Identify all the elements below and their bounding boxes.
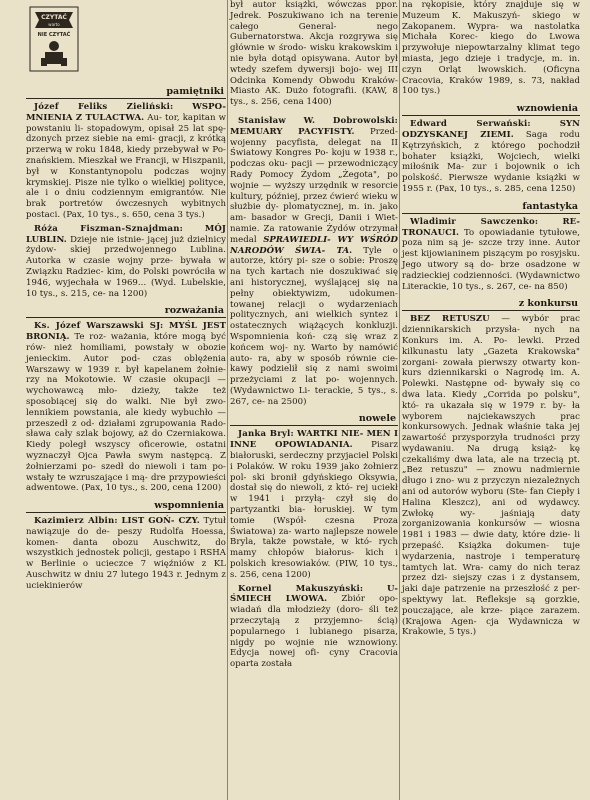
logo-drawing xyxy=(29,6,79,72)
book-entry xyxy=(402,119,580,195)
section-label: pamiętniki xyxy=(26,86,226,99)
entry-title: LIST GOŃ- CZY. xyxy=(121,516,200,527)
entry-author: Józef Feliks Zieliński: xyxy=(34,102,174,112)
czytac-logo-icon xyxy=(29,6,79,72)
entry-body: — wybór prac dziennikarskich przysła- nych na Konkurs im. A. Po- lewki. Przed kilkunastu laty „Gazeta Krakowska" zorgani- zowała pierwszy otwarty kon- kurs dziennikarski o Nagrodę im. A. Polewki. Następne od- bywały się co dwa lata. Kiedy „Corrida po polsku", któ- ra ukazała się w 1979 r. by- ła wyborem najciekawszych prac konkursowych. Jednak właśnie taka jej zawartość przysporzyła trudności przy wydawaniu. Na drugą książ- kę czekaliśmy dwa lata, ale na trzecią pt. „Bez retuszu" — znowu nadmiernie długo i zno- wu z przyczyn niezależnych ani od autorów wyboru (Ste- fan Ciepły i Halina Kleszcz), ani od wydawcy. Zwłokę wy- jaśniają daty zorganizowania konkursów — wiosna 1981 i 1983 — dwie daty, które dzie- li przepaść. Książka dokumen- tuje wydarzenia, nastroje i temperaturę tamtych lat. Wra- camy do nich teraz przez dzi- siejszy czas i z dystansem, jaki daje patrzenie na przeszłość z per- spektywy lat. Refleksje są gorzkie, pouczające, ale krze- piące zarazem. (Krajowa Agen- cja Wydawnicza w Krakowie, 5 tys.) xyxy=(402,314,580,638)
entry-author: Kazimierz Albin: xyxy=(34,516,118,527)
book-entry xyxy=(230,584,398,670)
entry-title: SYN ODZYSKANEJ ZIEMI. xyxy=(402,119,580,140)
book-entry xyxy=(26,224,226,300)
entry-body: Tytuł nawiązuje do de- peszy Rudolfa Hoessa, komen- danta obozu Auschwitz, do wszystkich jednostek policji, gestapo i RSHA w Berlinie o ucieczce 7 więźniów z KL Auschwitz w dniu 27 lutego 1943 r. Jednym z uciekinierów xyxy=(26,516,226,591)
entry-body: Saga rodu Kętrzyńskich, z którego pochodził bohater książki, Wojciech, wielki miłośnik Ma- zur i bojownik o ich polskość. Pierwsze wydanie książki w 1955 r. (Pax, 10 tys., s. 285, cena 1250) xyxy=(402,129,580,194)
entry-author: Edward Serwański: xyxy=(410,119,531,130)
entry-author: Kornel Makuszyński: xyxy=(238,583,364,594)
entry-body: Przed- wojenny pacyfista, delegat na II Światowy Kongres Po- koju w 1938 r., podczas oku- pacji — przewodniczący Rady Pomocy Żydom „Żegota", po wojnie — wyższy urzędnik w resorcie kultury, później, przez ćwierć wieku w służbie dy- plomatycznej, m. in. jako am- basador w Grecji, Danii i Wiet- namie. Za ratowanie Żydów otrzymał medal xyxy=(230,126,398,245)
column-1 xyxy=(26,0,226,595)
entry-title: RE- TRONAUCI. xyxy=(402,216,580,238)
book-entry xyxy=(26,516,226,592)
entry-body: Zbiór opo- wiadań dla młodzieży (doro- śli też przeczytają z przyjemno- ścią) popularnego i lubianego pisarza, nigdy po wojnie nie wznowiony. Edycja nowej ofi- cyny Cracovia oparta została xyxy=(230,594,398,670)
section-label: wznowienia xyxy=(402,103,580,116)
column-3 xyxy=(402,0,580,641)
section-label: rozważania xyxy=(26,305,226,318)
logo-box xyxy=(26,0,226,80)
entry-continuation: był autor książki, wówczas ppor. Jedrek. Poszukiwano ich na terenie całego General- nego Gubernatorstwa. Akcja rozgrywa się głównie w środo- wisku krakowskim i nie była dotąd opisywana. Autor był wtedy szefem dywersji bojo- wej III Odcinka Komendy Obwodu Kraków-Miasto AK. Dużo fotografii. (KAW, 8 tys., s. 256, cena 1400) xyxy=(230,0,398,108)
entry-title: MÓJ LUBLIN. xyxy=(26,223,226,245)
section-label: fantastyka xyxy=(402,201,580,214)
entry-body: Au- tor, kapitan w powstaniu li- stopadowym, opisał 25 lat spę- dzonych przez siebie na emi- gracji, z krótką przerwą w roku 1848, kiedy przebywał w Po- znańskiem. Mieszkał we Francji, w Hiszpanii, był w Konstantynopolu podczas wojny krymskiej. Pisze nie tylko o wielkiej polityce, ale i o dniu codziennym emigrantów. Nie brak portretów ówczesnych wybitnych postaci. (Pax, 10 tys., s. 650, cena 3 tys.) xyxy=(26,112,226,220)
logo-line1: CZYTAĆ xyxy=(41,14,67,21)
entry-body: Dzieje nie istnie- jącej już dzielnicy żydow- skiej przedwojennego Lublina. Autorka w czasie wojny prze- bywała w Związku Radziec- kim, do Polski powróciła w 1946, wyjechała w 1969... (Wyd. Lubelskie, 10 tys., s. 215, ce- na 1200) xyxy=(26,234,226,299)
entry-continuation: na rękopisie, który znajduje się w Muzeum K. Makuszyń- skiego w Zakopanem. Wypra- wa nastolatka Michała Korec- kiego do Lwowa przywołuje niepowtarzalny klimat tego miasta, jego dzieje i tradycje, m. in. czyn Orląt lwowskich. (Oficyna Cracovia, Kraków 1989, s. 73, nakład 100 tys.) xyxy=(402,0,580,97)
book-entry xyxy=(26,321,226,494)
section-label: nowele xyxy=(230,413,398,426)
entry-title: MYŚL JEST BRONIĄ. xyxy=(26,321,226,343)
entry-author: Róża Fiszman-Sznajdman: xyxy=(34,223,183,234)
book-entry xyxy=(230,116,398,408)
book-entry xyxy=(230,429,398,580)
logo-line3: NIE CZYTAĆ xyxy=(37,32,71,38)
column-divider xyxy=(399,0,400,800)
entry-emphasis: SPRAWIEDLI- WY WŚRÓD NARODÓW ŚWIA- TA. xyxy=(230,234,398,256)
column-2 xyxy=(230,0,398,673)
section-label: z konkursu xyxy=(402,298,580,311)
entry-author: Wladimir Sawczenko: xyxy=(410,216,539,227)
entry-author: Ks. Józef Warszawski SJ: xyxy=(34,321,164,332)
logo-line2: warto xyxy=(48,22,60,27)
book-entry xyxy=(402,217,580,293)
column-divider xyxy=(227,0,228,800)
entry-title: MEMUARY PACYFISTY. xyxy=(230,126,355,137)
entry-title: U- ŚMIECH LWOWA. xyxy=(230,583,398,605)
entry-author: Stanisław W. Dobrowolski: xyxy=(238,115,398,126)
entry-body: To opowiadanie tytułowe, poza nim są je- szcze trzy inne. Autor jest kijowianinem piszącym po rosyjsku. Jego utwory są do- brze osadzone w radzieckiej codzienności. (Wydawnictwo Literackie, 10 tys., s. 267, ce- na 850) xyxy=(402,227,580,292)
entry-title: WSPO- MNIENIA Z TULACTWA. xyxy=(26,102,226,123)
entry-author: Janka Bryl: xyxy=(238,429,294,440)
book-entry xyxy=(26,102,226,221)
entry-title: BEZ RETUSZU xyxy=(410,314,490,325)
book-entry xyxy=(402,314,580,638)
entry-body: Pisarz białoruski, serdeczny przyjaciel Polski i Polaków. W roku 1939 jako żołnierz pol- ski bronił gdyńskiego Oksywia, dostał się do niewoli, z któ- rej uciekł w 1941 i przyłą- czył się do partyzantki bia- łoruskiej. W tym tomie (Współ- czesna Proza Światowa) za- warto najlepsze nowele Bryla, także powstałe, w któ- rych mamy chłopów białorus- kich i polskich kresowiaków. (PIW, 10 tys., s. 256, cena 1200) xyxy=(230,440,398,580)
section-label: wspomnienia xyxy=(26,500,226,513)
entry-body: Tyle o autorze, który pi- sze o sobie: Proszę na tych kartach nie doszukiwać się ani historycznej, wyślającej się na pełny obiektywizm, udokumen- towanej relacji o wydarzeniach politycznych, ani wielkich syntez i ostatecznych wiążących konkluzji. Wspomnienia koń- czą się wraz z końcem woj- ny. Warto by namówić auto- ra, aby w sposób równie cie- kawy podzielił się z nami swoimi przeżyciami z lat po- wojennych. (Wydawnictwo Li- terackie, 5 tys., s. 267, ce- na 2500) xyxy=(230,245,398,407)
entry-body: Te roz- ważania, które mogą być rów- nież homiliami, powstały w obozie jenieckim. Autor pod- czas oblężenia Warszawy w 1939 r. był kapelanem żołnie- rzy na Mokotowie. W czasie okupacji — wychowawcą mło- dzieży, także też sposobiącej się do walki. Nie był zwo- lennikiem powstania, ale kiedy wybuchło — przeszedł z od- działami zgrupowania Rado- sława cały szlak bojowy, aż do Czerniakowa. Kiedy poległ wszyscy oficerowie, ostatni wyznaczył Ojca Pawła swym następcą. Z żołnierzami po- szedł do niewoli i tam po- wstały te wzruszające i mą- dre przypowieści adwentowe. (Pax, 10 tys., s. 200, cena 1200) xyxy=(26,332,226,494)
entry-title: WARTKI NIE- MEN I INNE OPOWIADANIA. xyxy=(230,429,399,451)
